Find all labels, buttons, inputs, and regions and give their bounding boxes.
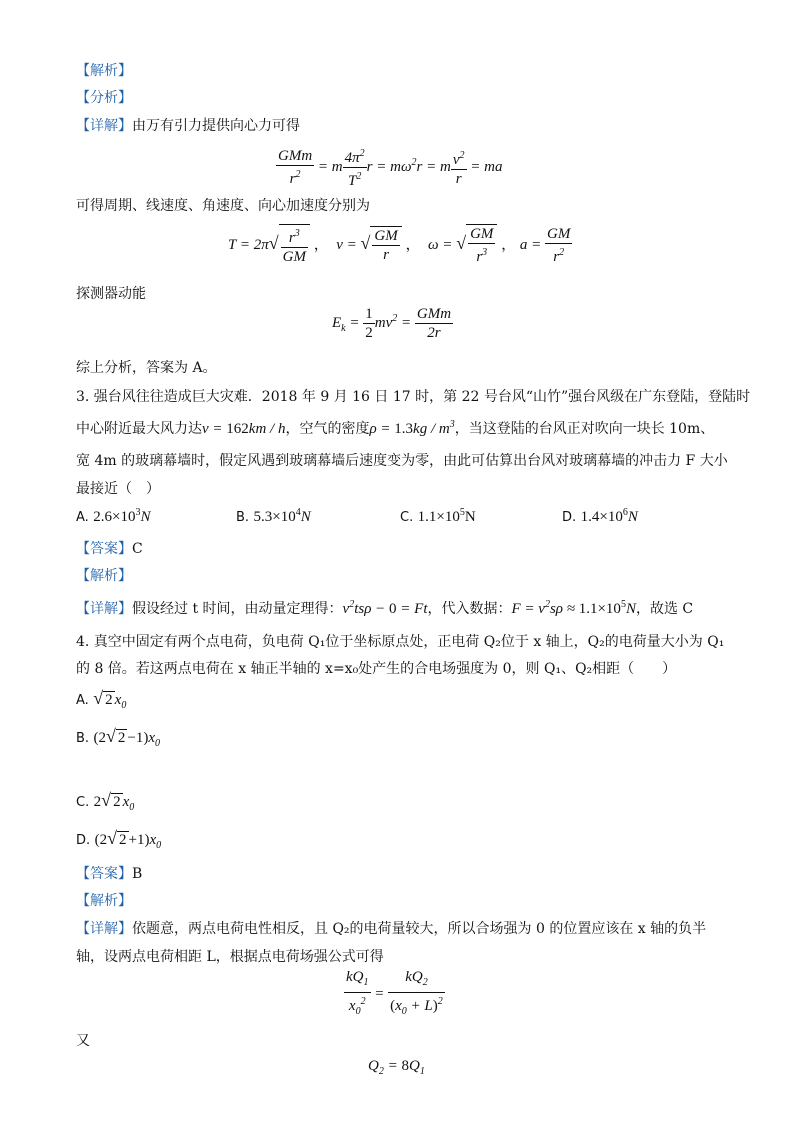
gravity-centripetal-equation: $\frac{\text{GMm}}{r^2}$ = m $\frac{4\pi^2}{T^2}$ $r = m\omega^2r = m$ $\frac{v^2}{r}$ = ma [276,145,502,190]
orbital-quantities-equations: T = 2π√ $\frac{r^3}{GM}$ ， v = √ $\frac{GM}{r}$ ， ω = √ $\frac{GM}{r^3}$ ， a = $\frac{GM}{r^2}$ [228,226,571,265]
q3-option-b: B. $5.3\times 10^4N$ [236,507,311,525]
q4-option-c: C. 2√ 2 $x_0$ [76,790,135,813]
q3-answer: C [132,541,143,557]
analysis-tag: 【解析】 [76,63,132,79]
q4-line1: 4. 真空中固定有两个点电荷，负电荷 Q₁位于坐标原点处，正电荷 Q₂位于 x 轴上，Q₂的电荷量大小为 Q₁ [76,634,725,650]
q4-line2: 的 8 倍。若这两点电荷在 x 轴正半轴的 x=x₀处产生的合电场强度为 0，则 Q₁、Q₂相距（ ） [76,661,677,677]
q3-line4: 最接近（ ） [76,481,160,497]
q3-line3: 宽 4m 的玻璃幕墙时，假定风遇到玻璃幕墙后速度变为零，由此可估算出台风对玻璃幕墙的冲击力 F 大小 [76,453,728,469]
detail-tag: 【详解】 [76,118,132,134]
q3-answer-line: 【答案】C [76,541,143,557]
charge-ratio-equation: $Q_2 = 8Q_1$ [368,1058,425,1077]
q4-detail-line2: 轴，设两点电荷相距 L，根据点电荷场强公式可得 [76,949,384,965]
q3-option-a: A. $2.6\times 10^3N$ [76,507,151,525]
q4-you: 又 [76,1033,90,1049]
q4-answer-line: 【答案】B [76,866,143,882]
q4-analysis-tag: 【解析】 [76,893,132,909]
q3-detail-line: 【详解】假设经过 t 时间，由动量定理得：$v^2ts\rho - 0 = Ft$，代入数据：$F = v^2s\rho \approx 1.1\times 10^5N$，故选 C [76,599,694,617]
q3-analysis-tag: 【解析】 [76,568,132,584]
q2-conclusion: 综上分析，答案为 A。 [76,360,217,376]
detail-text: 由万有引力提供向心力可得 [132,118,300,134]
q4-option-b: B. (2√ $2 -1)x_0$ [76,726,161,749]
q4-option-d: D. (2√ $2 +1)x_0$ [76,828,162,851]
kinetic-energy-label: 探测器动能 [76,286,146,302]
q4-detail-line1: 【详解】依题意，两点电荷电性相反，且 Q₂的电荷量较大，所以合场强为 0 的位置应该在 x 轴的负半 [76,921,707,937]
q3-line2: 中心附近最大风力达v = 162km / h，空气的密度$\rho = 1.3kg / m^3$，当这登陆的台风正对吹向一块长 10m、 [76,419,715,437]
q4-option-a: A. √ 2 $x_0$ [76,688,127,711]
q3-option-c: C. $1.1\times 10^5N$ [400,507,476,525]
detail-line [76,115,300,135]
breakdown-tag: 【分析】 [76,90,132,106]
field-equality-equation: $\frac{kQ_1}{x_0^2}$ = $\frac{kQ_2}{(x_0 + L)^2}$ [346,969,443,1017]
summary-intro: 可得周期、线速度、角速度、向心加速度分别为 [76,198,370,214]
q4-answer: B [132,866,143,882]
q3-line1: 3. 强台风往往造成巨大灾难．2018 年 9 月 16 日 17 时，第 22 号台风“山竹”强台风级在广东登陆，登陆时 [76,389,751,405]
kinetic-energy-equation: $E_k$ = $\frac{1}{2}$ $mv^2$ = $\frac{\text{GMm}}{2r}$ [332,306,452,341]
q3-option-d: D. $1.4\times 10^6N$ [562,507,638,525]
